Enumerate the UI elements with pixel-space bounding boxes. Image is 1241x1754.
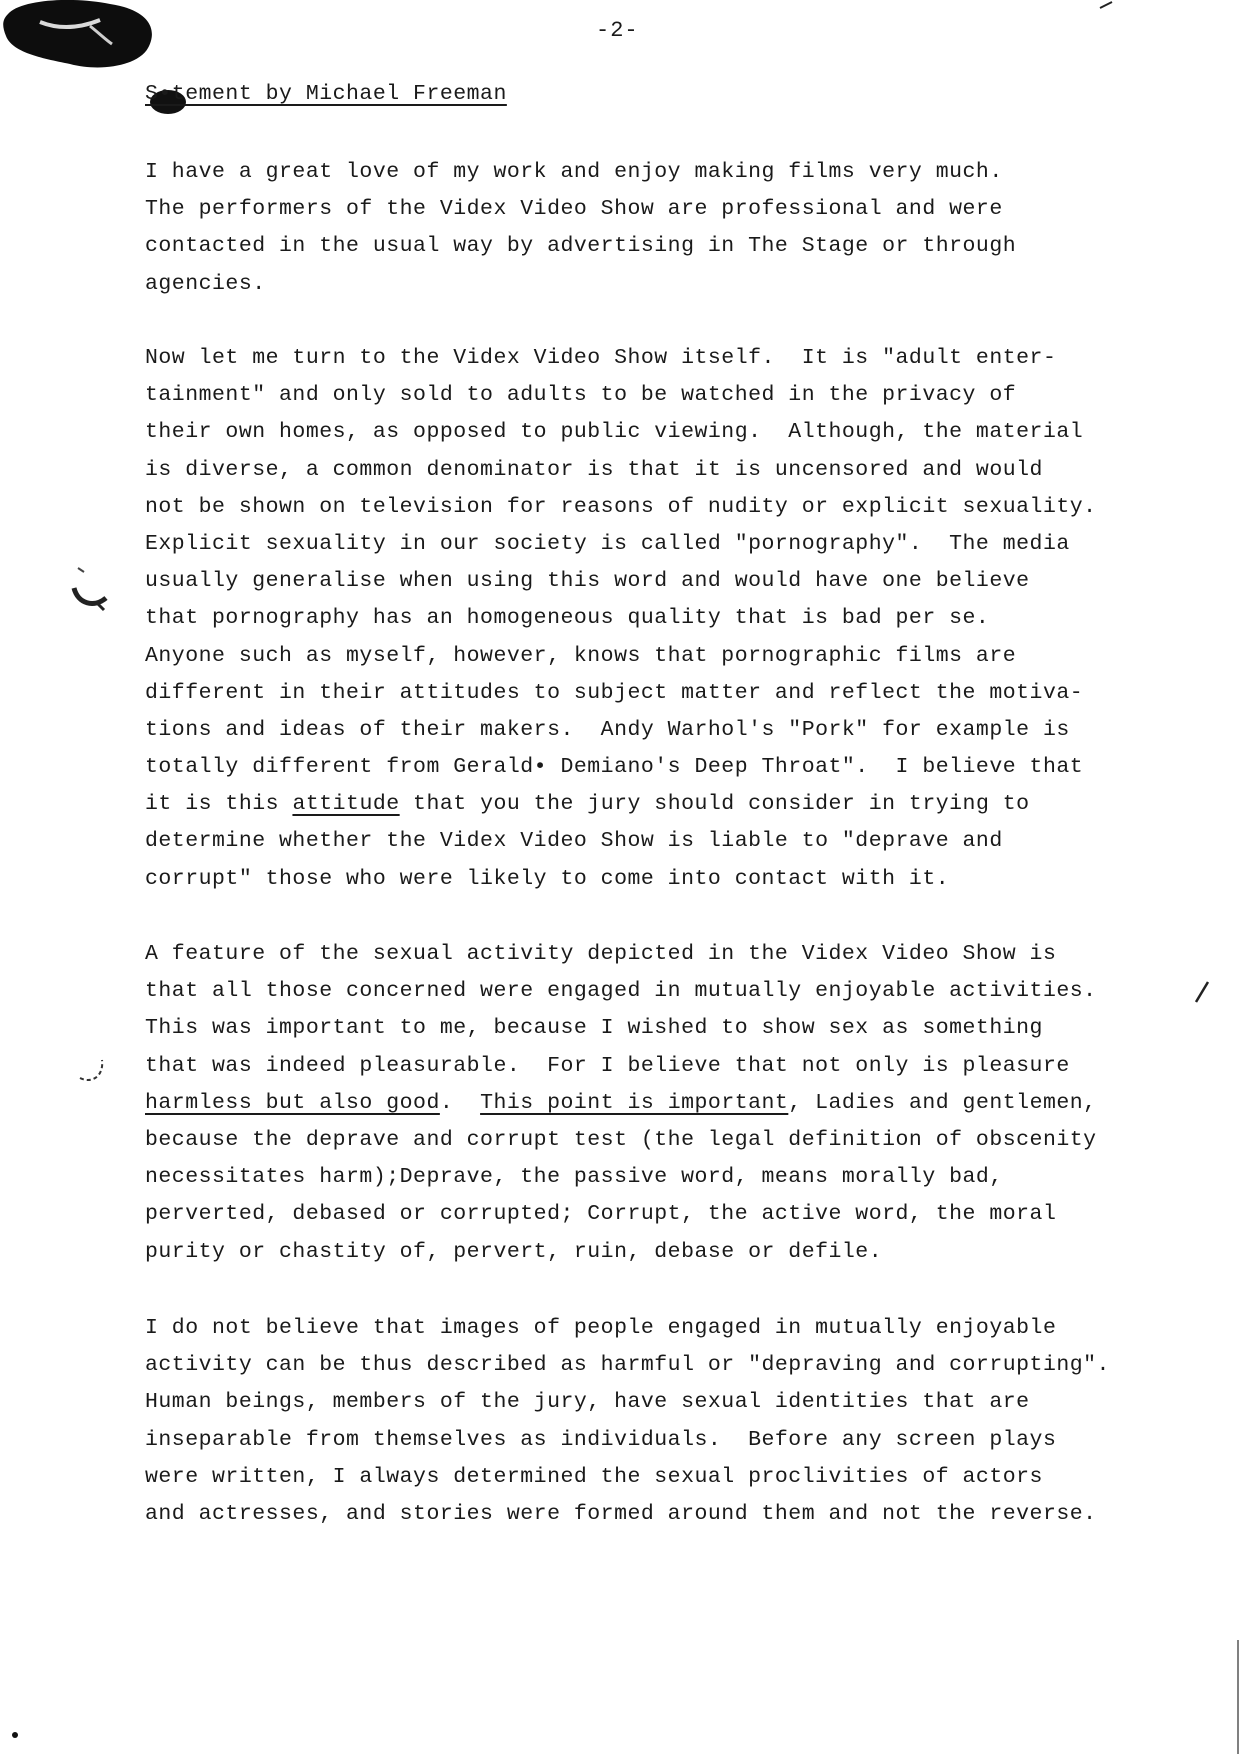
text-segment: that you the jury should consider in trying to [399,792,1030,817]
stray-mark [1098,0,1114,10]
paragraph-4 [145,1310,1205,1533]
paragraph-1 [145,154,1205,303]
text-line: purity or chastity of, pervert, ruin, debase or defile. [145,1239,883,1264]
text-line: Anyone such as myself, however, knows that pornographic films are [145,643,1017,668]
text-line: tions and ideas of their makers. Andy Warhol's "Pork" for example is [145,717,1070,742]
text-line: their own homes, as opposed to public viewing. Although, the material [145,420,1084,445]
text-line: activity can be thus described as harmful or "depraving and corrupting". [145,1353,1110,1378]
text-line: is diverse, a common denominator is that it is uncensored and would [145,457,1043,482]
text-line: tainment" and only sold to adults to be watched in the privacy of [145,383,1017,408]
text-line: Human beings, members of the jury, have sexual identities that are [145,1390,1030,1415]
text-line: corrupt" those who were likely to come into contact with it. [145,866,950,891]
binder-hole-mark [72,1040,112,1090]
paragraph-3 [145,936,1205,1271]
paragraph-2 [145,340,1205,898]
text-line: This was important to me, because I wished to show sex as something [145,1016,1043,1041]
text-line: that pornography has an homogeneous quality that is bad per se. [145,606,990,631]
text-line: because the deprave and corrupt test (the legal definition of obscenity [145,1127,1097,1152]
page-edge-line [1232,1640,1241,1754]
text-line: Now let me turn to the Videx Video Show itself. It is "adult enter- [145,346,1057,370]
text-line: usually generalise when using this word and would have one believe [145,569,1030,594]
text-line: inseparable from themselves as individuals. Before any screen plays [145,1427,1057,1452]
text-line: agencies. [145,271,266,296]
text-line [145,786,1205,823]
underlined-text: harmless but also good [145,1090,440,1115]
text-line: I have a great love of my work and enjoy making films very much. [145,160,1003,184]
text-line: totally different from Gerald• Demiano's Deep Throat". I believe that [145,755,1084,780]
text-segment: . [439,1090,481,1115]
text-line: not be shown on television for reasons of nudity or explicit sexuality. [145,494,1097,519]
text-line: were written, I always determined the sexual proclivities of actors [145,1464,1043,1489]
text-line [145,1085,1205,1122]
text-line: I do not believe that images of people engaged in mutually enjoyable [145,1316,1057,1340]
page-number: -2- [596,18,639,43]
text-line: Explicit sexuality in our society is called "pornography". The media [145,531,1070,556]
underlined-text: This point is important [480,1090,789,1115]
text-line: and actresses, and stories were formed around them and not the reverse. [145,1501,1097,1526]
text-line: A feature of the sexual activity depicted in the Videx Video Show is [145,942,1057,966]
stray-dot [10,1730,20,1740]
text-line: different in their attitudes to subject matter and reflect the motiva- [145,680,1084,705]
text-segment: it is this [145,792,293,817]
text-line: determine whether the Videx Video Show is liable to "deprave and [145,829,1003,854]
underlined-text: attitude [292,792,400,817]
text-segment: , Ladies and gentlemen, [788,1090,1097,1115]
text-line: that all those concerned were engaged in mutually enjoyable activities. [145,979,1097,1004]
text-line: necessitates harm);Deprave, the passive word, means morally bad, [145,1165,1003,1190]
text-line: that was indeed pleasurable. For I believe that not only is pleasure [145,1053,1070,1078]
text-line: The performers of the Videx Video Show are professional and were [145,197,1003,222]
text-line: perverted, debased or corrupted; Corrupt, the active word, the moral [145,1202,1057,1227]
document-heading: S•tement by Michael Freeman [145,82,507,106]
binder-hole-mark [64,560,114,620]
text-line: contacted in the usual way by advertising in The Stage or through [145,234,1017,259]
ink-blot-mark [0,0,160,72]
